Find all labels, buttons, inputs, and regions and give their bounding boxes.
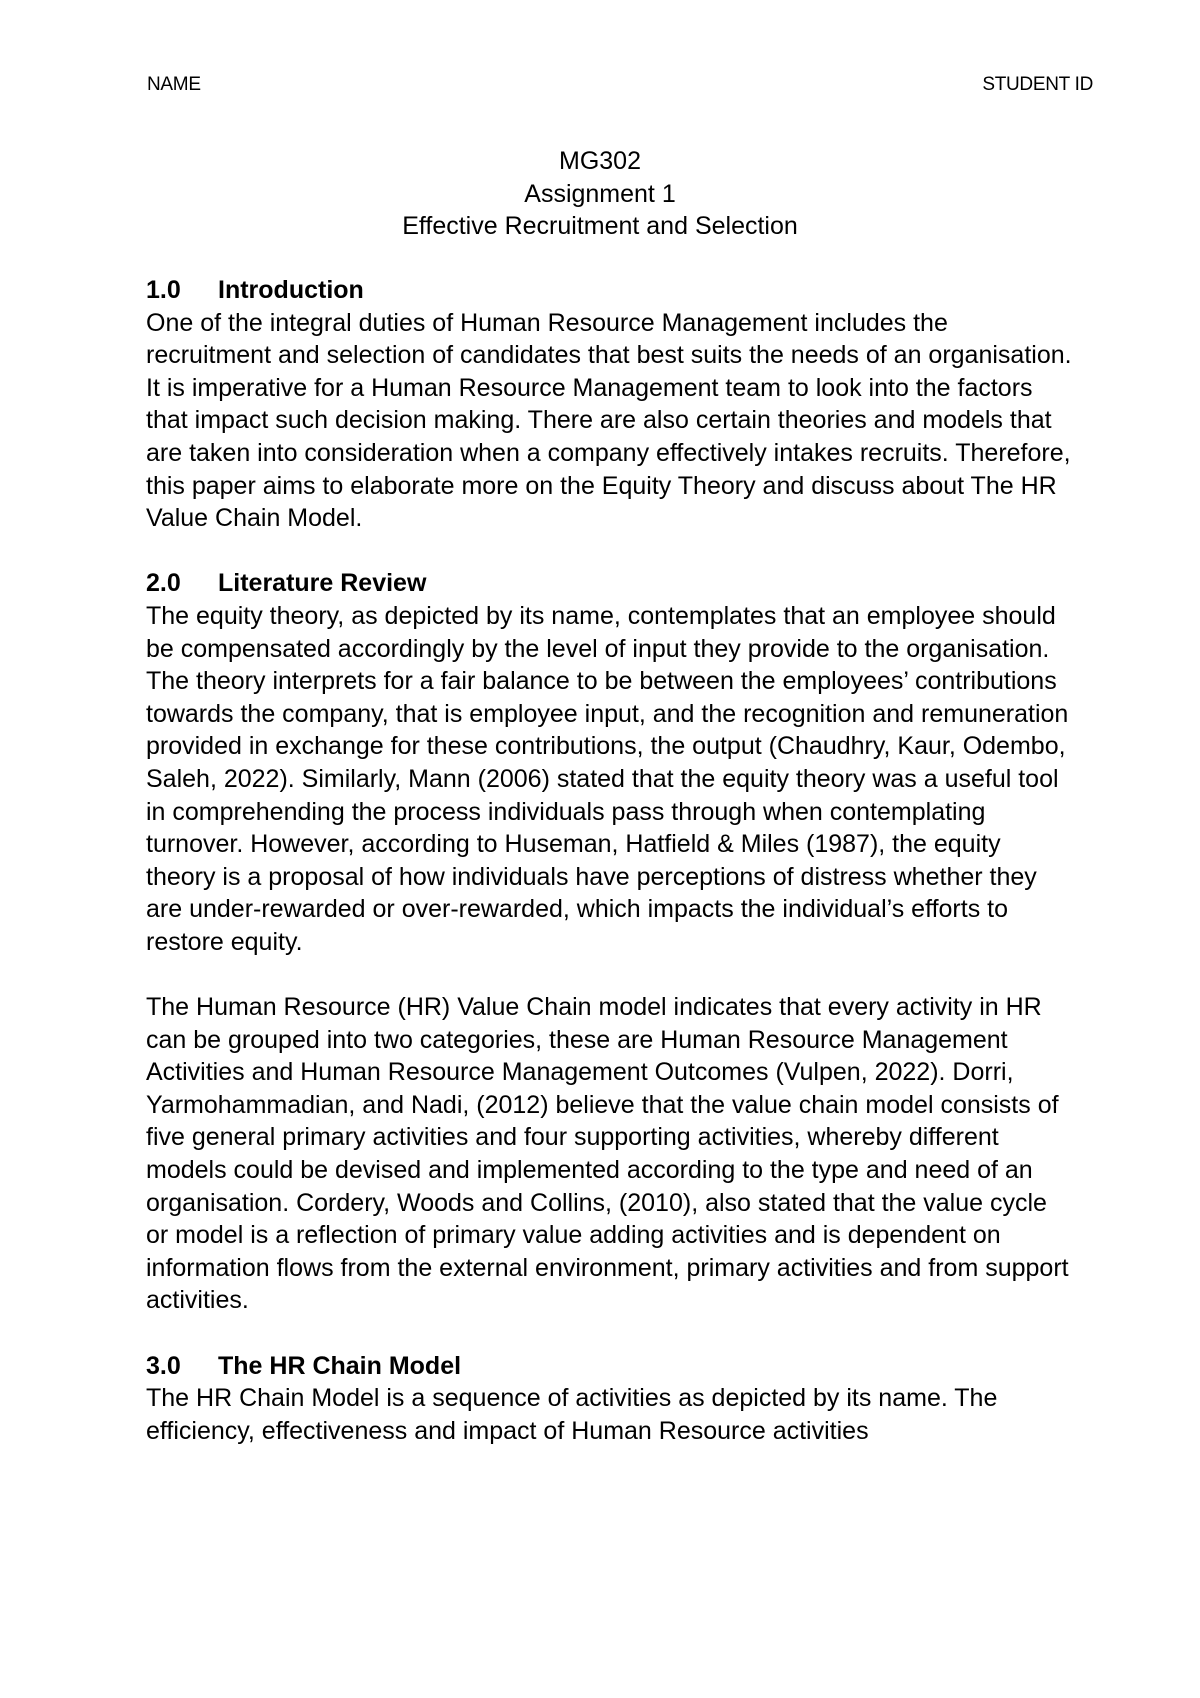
section-title: Introduction bbox=[218, 276, 364, 304]
topic-title: Effective Recruitment and Selection bbox=[402, 212, 798, 240]
section-number: 1.0 bbox=[146, 276, 181, 304]
course-code: MG302 bbox=[559, 147, 641, 175]
section-literature-review bbox=[146, 567, 1076, 1317]
paragraph: The equity theory, as depicted by its name, contemplates that an employee should be compensated accordingly by the level of input they provide to the organisation. The theory interprets for a fair balance to be between the employees’ contributions towards the company, that is employee input, and the recognition and remuneration provided in exchange for these contributions, the output (Chaudhry, Kaur, Odembo, Saleh, 2022). Similarly, Mann (2006) stated that the equity theory was a useful tool in comprehending the process individuals pass through when contemplating turnover. However, according to Huseman, Hatfield & Miles (1987), the equity theory is a proposal of how individuals have perceptions of distress whether they are under-rewarded or over-rewarded, which impacts the individual’s efforts to restore equity. bbox=[146, 601, 1069, 956]
student-id-label: STUDENT ID bbox=[982, 74, 1093, 95]
section-heading bbox=[146, 567, 1076, 600]
section-title: Literature Review bbox=[218, 569, 427, 598]
name-label: NAME bbox=[147, 74, 201, 95]
paragraph: The HR Chain Model is a sequence of activities as depicted by its name. The efficiency, effectiveness and impact of Human Resource activities bbox=[146, 1384, 998, 1445]
section-number: 2.0 bbox=[146, 569, 181, 598]
section-title: The HR Chain Model bbox=[218, 1351, 462, 1380]
section-hr-chain-model bbox=[146, 1350, 1076, 1448]
section-heading bbox=[146, 1350, 1076, 1383]
section-heading bbox=[146, 274, 1076, 307]
document-body bbox=[146, 274, 1076, 1447]
section-introduction bbox=[146, 274, 1076, 535]
title-block bbox=[0, 145, 1200, 243]
paragraph: One of the integral duties of Human Resource Management includes the recruitment and selection of candidates that best suits the needs of an organisation. It is imperative for a Human Resource Management team to look into the factors that impact such decision making. There are also certain theories and models that are taken into consideration when a company effectively intakes recruits. Therefore, this paper aims to elaborate more on the Equity Theory and discuss about The HR Value Chain Model. bbox=[146, 308, 1072, 533]
assignment-title: Assignment 1 bbox=[524, 179, 676, 208]
page-header bbox=[147, 74, 1093, 104]
section-number: 3.0 bbox=[146, 1351, 181, 1380]
paragraph: The Human Resource (HR) Value Chain model indicates that every activity in HR can be grouped into two categories, these are Human Resource Management Activities and Human Resource Management Outcomes (Vulpen, 2022). Dorri, Yarmohammadian, and Nadi, (2012) believe that the value chain model consists of five general primary activities and four supporting activities, whereby different models could be devised and implemented according to the type and need of an organisation. Cordery, Woods and Collins, (2010), also stated that the value cycle or model is a reflection of primary value adding activities and is dependent on information flows from the external environment, primary activities and from support activities. bbox=[146, 993, 1069, 1315]
